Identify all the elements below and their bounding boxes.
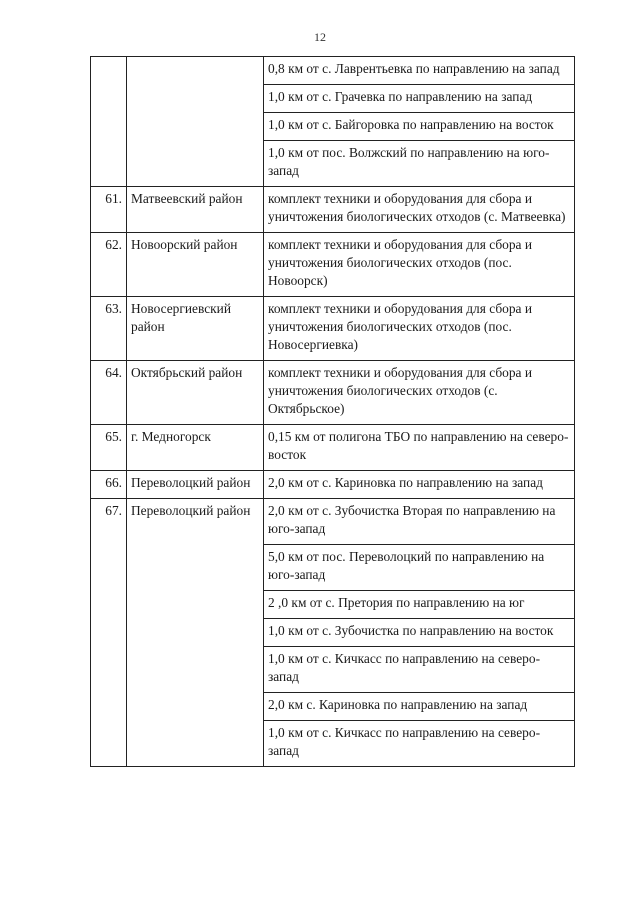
location-cell: 1,0 км от с. Кичкасс по направлению на северо-запад [264,647,575,693]
region-cell [127,57,264,187]
page-number: 12 [314,30,326,44]
table-row [91,187,575,233]
region-cell: Переволоцкий район [127,499,264,767]
location-cell: 1,0 км от с. Кичкасс по направлению на северо-запад [264,721,575,767]
location-cell: комплект техники и оборудования для сбора и уничтожения биологических отходов (пос. Новоорск) [264,233,575,297]
row-number-cell: 65. [91,425,127,471]
region-cell: Матвеевский район [127,187,264,233]
row-number-cell: 63. [91,297,127,361]
location-cell: 5,0 км от пос. Переволоцкий по направлению на юго-запад [264,545,575,591]
table-row [91,471,575,499]
location-cell: 0,8 км от с. Лаврентьевка по направлению на запад [264,57,575,85]
location-cell: 0,15 км от полигона ТБО по направлению на северо-восток [264,425,575,471]
location-cell: 1,0 км от с. Зубочистка по направлению на восток [264,619,575,647]
row-number-cell: 66. [91,471,127,499]
row-number-cell: 62. [91,233,127,297]
table-row [91,361,575,425]
location-cell: 1,0 км от с. Грачевка по направлению на запад [264,85,575,113]
location-cell: 2,0 км от с. Зубочистка Вторая по направлению на юго-запад [264,499,575,545]
locations-table [90,56,575,767]
location-cell: 2,0 км от с. Кариновка по направлению на запад [264,471,575,499]
table-row [91,233,575,297]
location-cell: комплект техники и оборудования для сбора и уничтожения биологических отходов (пос. Новосергиевка) [264,297,575,361]
region-cell: Новосергиевский район [127,297,264,361]
region-cell: Октябрьский район [127,361,264,425]
region-cell: Новоорский район [127,233,264,297]
row-number-cell: 67. [91,499,127,767]
table-row [91,57,575,85]
location-cell: 2,0 км с. Кариновка по направлению на запад [264,693,575,721]
row-number-cell: 61. [91,187,127,233]
region-cell: Переволоцкий район [127,471,264,499]
location-cell: 1,0 км от с. Байгоровка по направлению на восток [264,113,575,141]
location-cell: комплект техники и оборудования для сбора и уничтожения биологических отходов (с. Матвеевка) [264,187,575,233]
row-number-cell: 64. [91,361,127,425]
location-cell: 2 ,0 км от с. Претория по направлению на юг [264,591,575,619]
region-cell: г. Медногорск [127,425,264,471]
table-row [91,297,575,361]
location-cell: 1,0 км от пос. Волжский по направлению на юго-запад [264,141,575,187]
row-number-cell [91,57,127,187]
location-cell: комплект техники и оборудования для сбора и уничтожения биологических отходов (с. Октябрьское) [264,361,575,425]
table-row [91,499,575,545]
table-row [91,425,575,471]
